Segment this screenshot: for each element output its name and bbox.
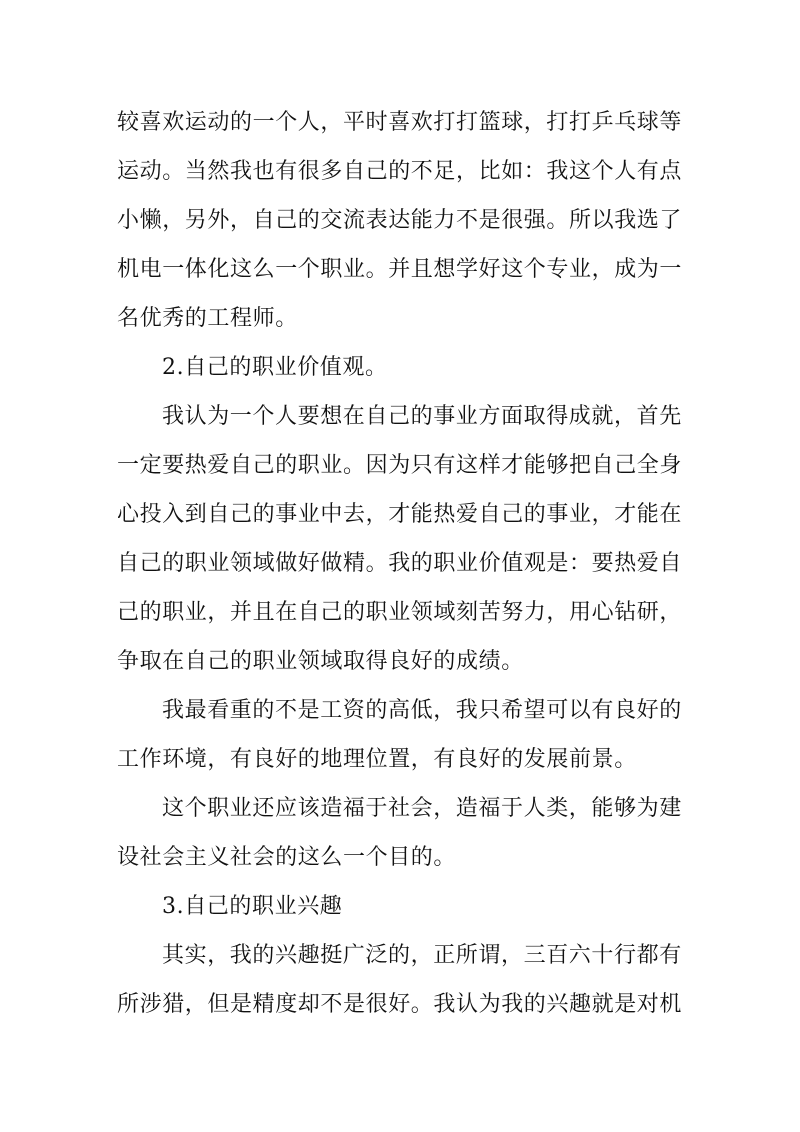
section-heading: 3.自己的职业兴趣 — [162, 894, 343, 919]
text-line: 所涉猎，但是精度却不是很好。我认为我的兴趣就是对机 — [117, 992, 683, 1017]
text-line: 机电一体化这么一个职业。并且想学好这个专业，成为一 — [117, 257, 683, 282]
text-line: 其实，我的兴趣挺广泛的，正所谓，三百六十行都有 — [162, 943, 682, 968]
text-line: 运动。当然我也有很多自己的不足，比如：我这个人有点 — [117, 159, 683, 184]
section-heading: 2.自己的职业价值观。 — [162, 355, 388, 380]
text-line: 这个职业还应该造福于社会，造福于人类，能够为建 — [162, 796, 682, 821]
text-line: 设社会主义社会的这么一个目的。 — [117, 845, 457, 870]
text-line: 己的职业，并且在自己的职业领域刻苦努力，用心钻研， — [117, 600, 683, 625]
text-line: 我认为一个人要想在自己的事业方面取得成就，首先 — [162, 404, 682, 429]
text-line: 名优秀的工程师。 — [117, 306, 298, 331]
text-line: 争取在自己的职业领域取得良好的成绩。 — [117, 649, 524, 674]
text-line: 心投入到自己的事业中去，才能热爱自己的事业，才能在 — [117, 502, 683, 527]
text-line: 自己的职业领域做好做精。我的职业价值观是：要热爱自 — [117, 551, 683, 576]
text-line: 一定要热爱自己的职业。因为只有这样才能够把自己全身 — [117, 453, 683, 478]
text-line: 较喜欢运动的一个人，平时喜欢打打篮球，打打乒乓球等 — [117, 110, 683, 135]
text-line: 工作环境，有良好的地理位置，有良好的发展前景。 — [117, 747, 637, 772]
text-line: 小懒，另外，自己的交流表达能力不是很强。所以我选了 — [117, 208, 683, 233]
text-line: 我最看重的不是工资的高低，我只希望可以有良好的 — [162, 698, 682, 723]
